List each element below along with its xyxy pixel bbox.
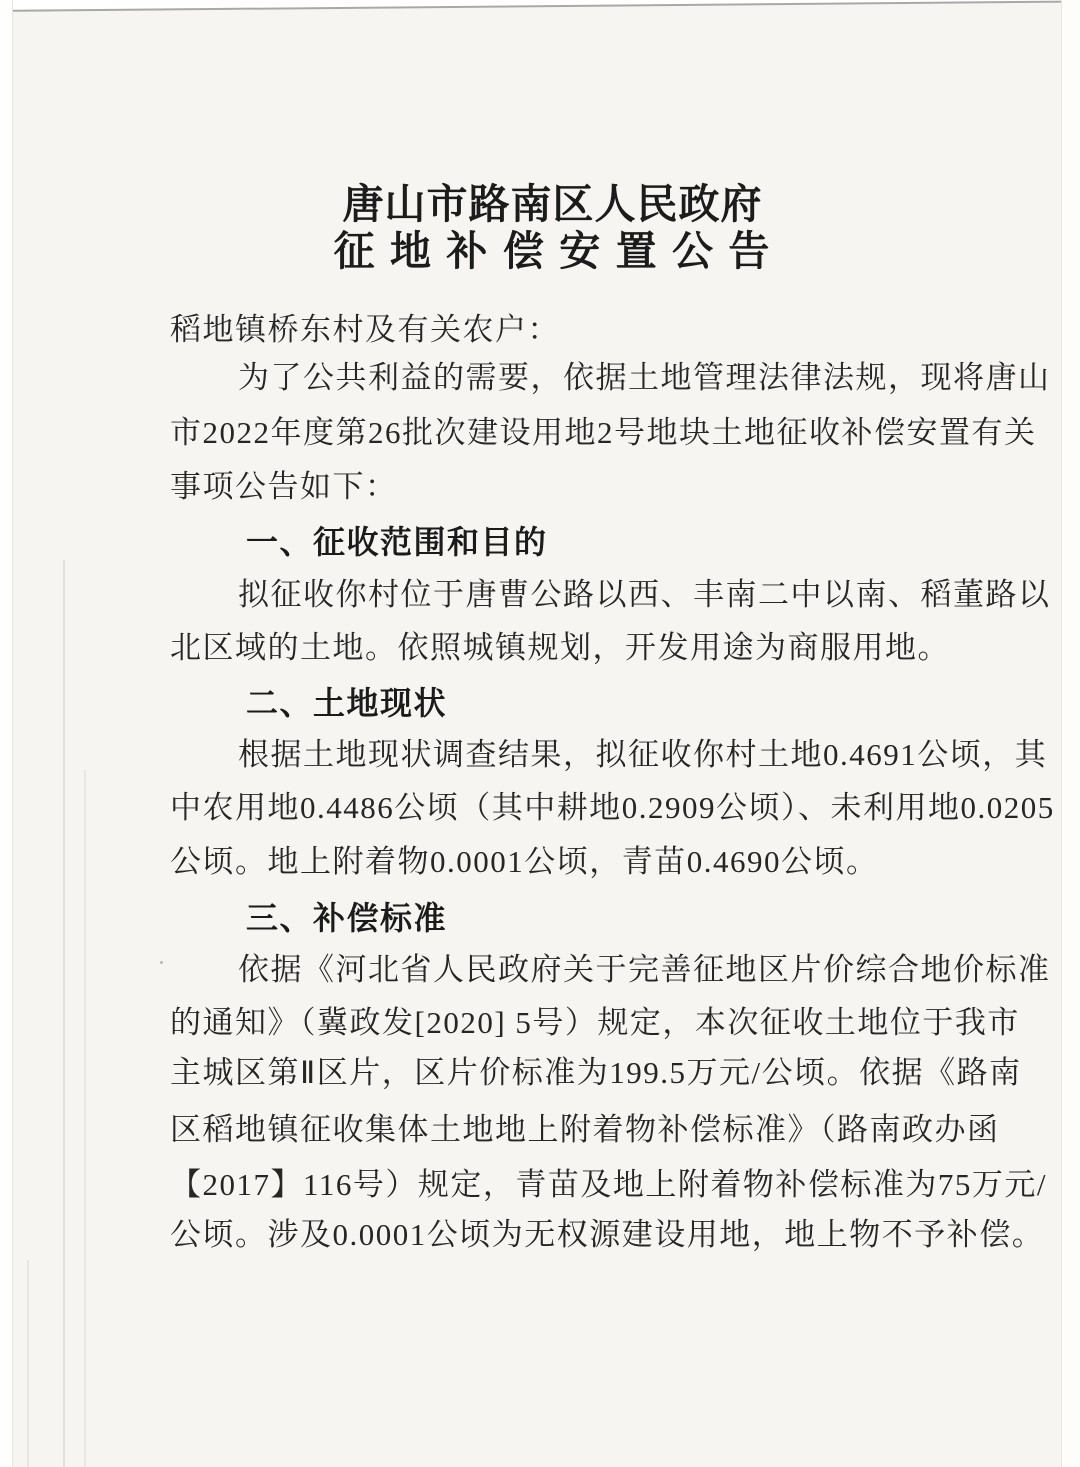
scanner-left-margin <box>0 0 13 1467</box>
section-heading-2: 二、土地现状 <box>246 685 448 721</box>
body-line: 北区域的土地。依照城镇规划，开发用途为商服用地。 <box>170 630 950 665</box>
scan-streak <box>63 560 65 1467</box>
body-line: 市2022年度第26批次建设用地2号地块土地征收补偿安置有关 <box>170 415 1037 450</box>
body-line: 根据土地现状调查结果，拟征收你村土地0.4691公顷，其 <box>238 737 1048 772</box>
paper-top-edge <box>0 0 1080 12</box>
document-title-line2: 征 地 补 偿 安 置 公 告 <box>333 228 772 274</box>
section-heading-3: 三、补偿标准 <box>246 900 448 936</box>
scan-streak <box>84 770 86 1467</box>
body-line: 公顷。地上附着物0.0001公顷，青苗0.4690公顷。 <box>170 844 879 879</box>
body-line: 区稻地镇征收集体土地地上附着物补偿标准》（路南政办函 <box>170 1112 1000 1147</box>
body-line: 事项公告如下： <box>170 469 398 504</box>
body-line: 【2017】116号）规定，青苗及地上附着物补偿标准为75万元/ <box>170 1167 1047 1202</box>
body-line: 中农用地0.4486公顷（其中耕地0.2909公顷）、未利用地0.0205 <box>170 790 1055 825</box>
scan-speck <box>160 961 163 964</box>
salutation-line: 稻地镇桥东村及有关农户： <box>170 312 560 347</box>
body-line: 为了公共利益的需要，依据土地管理法律法规，现将唐山 <box>238 360 1051 395</box>
body-line: 公顷。涉及0.0001公顷为无权源建设用地，地上物不予补偿。 <box>170 1217 1045 1252</box>
scan-streak <box>27 1260 29 1467</box>
scanner-right-margin <box>1061 0 1080 1467</box>
body-line: 的通知》（冀政发[2020] 5号）规定，本次征收土地位于我市 <box>170 1005 1020 1040</box>
body-line: 拟征收你村位于唐曹公路以西、丰南二中以南、稻董路以 <box>238 577 1051 612</box>
document-title-line1: 唐山市路南区人民政府 <box>342 181 763 227</box>
body-line: 依据《河北省人民政府关于完善征地区片价综合地价标准 <box>238 952 1051 987</box>
section-heading-1: 一、征收范围和目的 <box>246 524 548 560</box>
body-line: 主城区第Ⅱ区片，区片价标准为199.5万元/公顷。依据《路南 <box>170 1055 1022 1090</box>
